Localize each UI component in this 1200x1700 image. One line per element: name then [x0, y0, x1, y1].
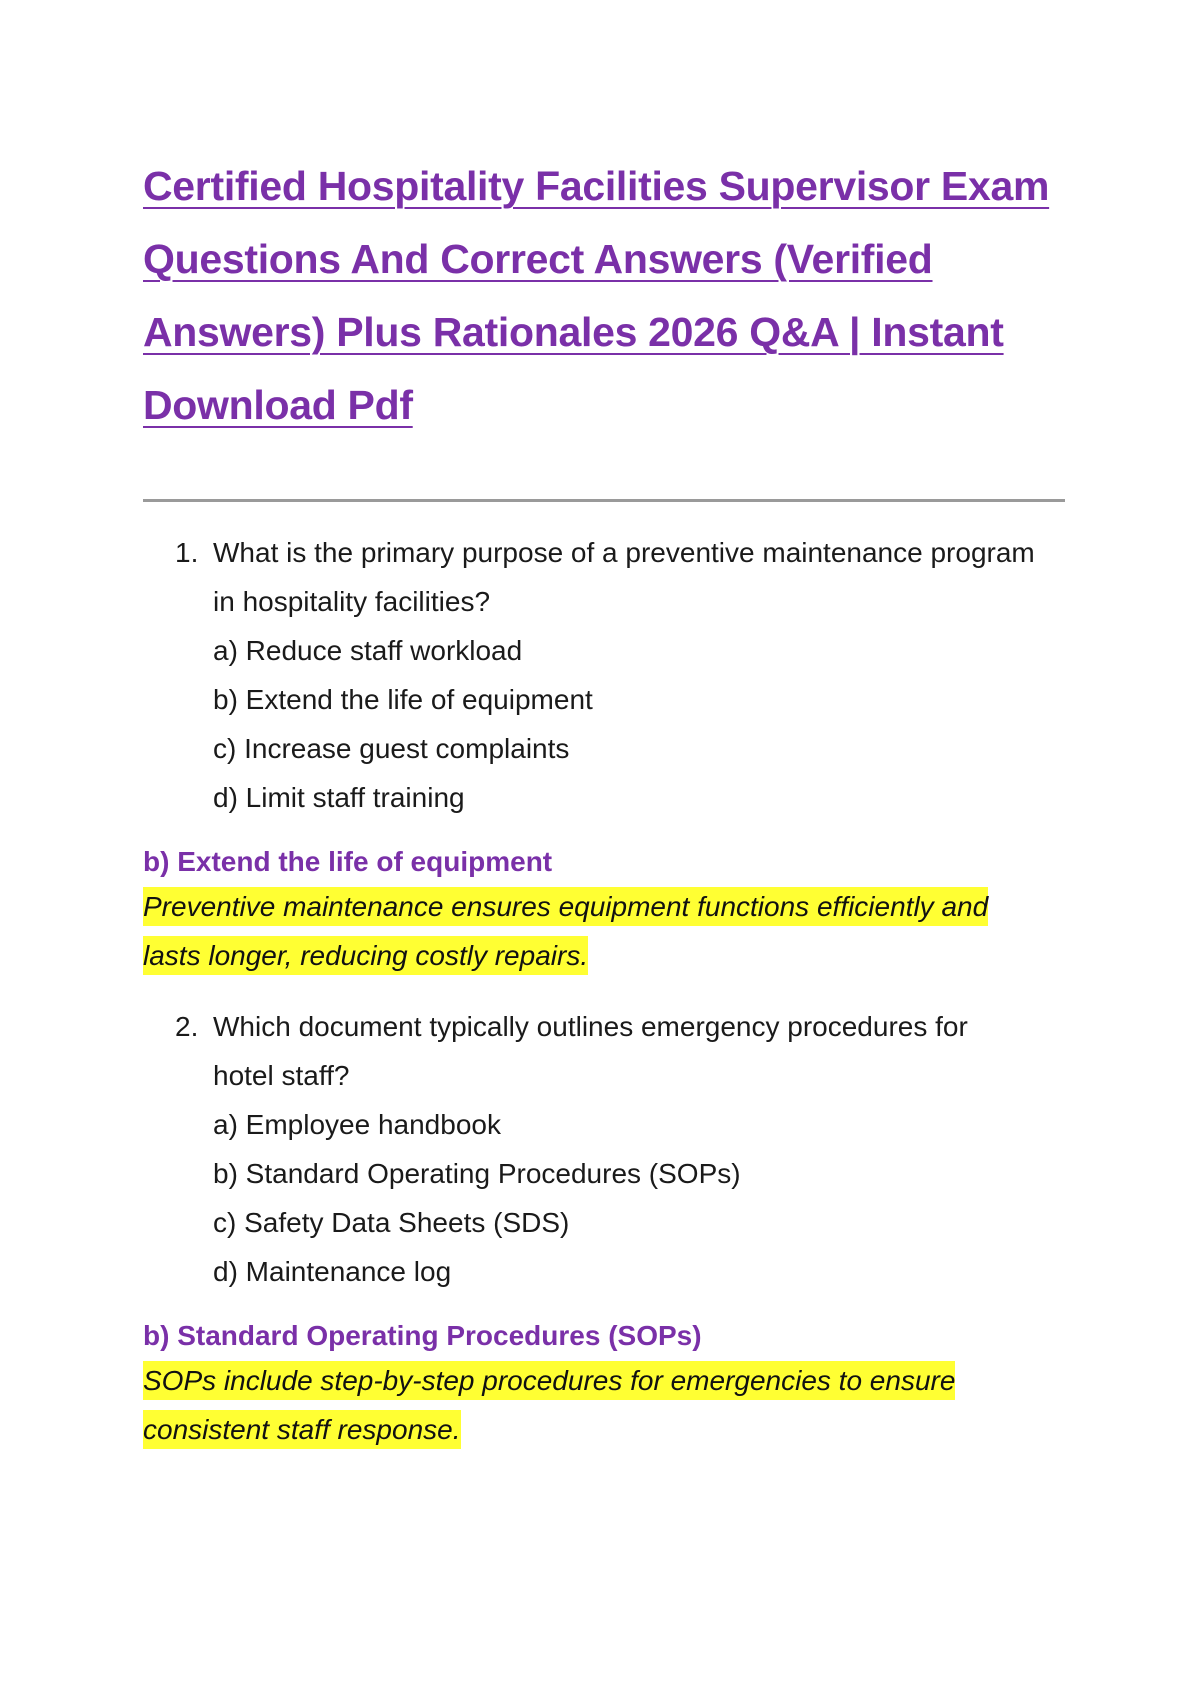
question-text: Which document typically outlines emergency procedures for hotel staff?: [213, 1011, 968, 1091]
question-2: [175, 1002, 1035, 1296]
question-number: 2.: [175, 1011, 199, 1042]
option-a: a) Reduce staff workload: [213, 635, 523, 666]
correct-answer: b) Extend the life of equipment: [143, 846, 553, 877]
horizontal-divider: [143, 499, 1065, 502]
option-d: d) Limit staff training: [213, 782, 465, 813]
question-1: [175, 528, 1035, 822]
option-c: c) Increase guest complaints: [213, 733, 570, 764]
question-stem: [175, 528, 1035, 626]
question-stem: [175, 1002, 1035, 1100]
rationale: [143, 882, 1043, 980]
options-list: [213, 1100, 1035, 1296]
option-b: b) Extend the life of equipment: [213, 684, 593, 715]
rationale-text: Preventive maintenance ensures equipment functions efficiently and lasts longer, reducing costly repairs.: [143, 887, 988, 975]
question-text: What is the primary purpose of a preventive maintenance program in hospitality facilities?: [213, 537, 1035, 617]
document-title[interactable]: Certified Hospitality Facilities Supervisor Exam Questions And Correct Answers (Verified Answers) Plus Rationales 2026 Q&A | Instant Download Pdf: [143, 163, 1050, 428]
correct-answer: b) Standard Operating Procedures (SOPs): [143, 1320, 702, 1351]
question-number: 1.: [175, 537, 199, 568]
rationale: [143, 1356, 1043, 1454]
rationale-text: SOPs include step-by-step procedures for emergencies to ensure consistent staff response.: [143, 1361, 955, 1449]
option-b: b) Standard Operating Procedures (SOPs): [213, 1158, 741, 1189]
option-d: d) Maintenance log: [213, 1256, 452, 1287]
options-list: [213, 626, 1035, 822]
option-a: a) Employee handbook: [213, 1109, 501, 1140]
option-c: c) Safety Data Sheets (SDS): [213, 1207, 570, 1238]
